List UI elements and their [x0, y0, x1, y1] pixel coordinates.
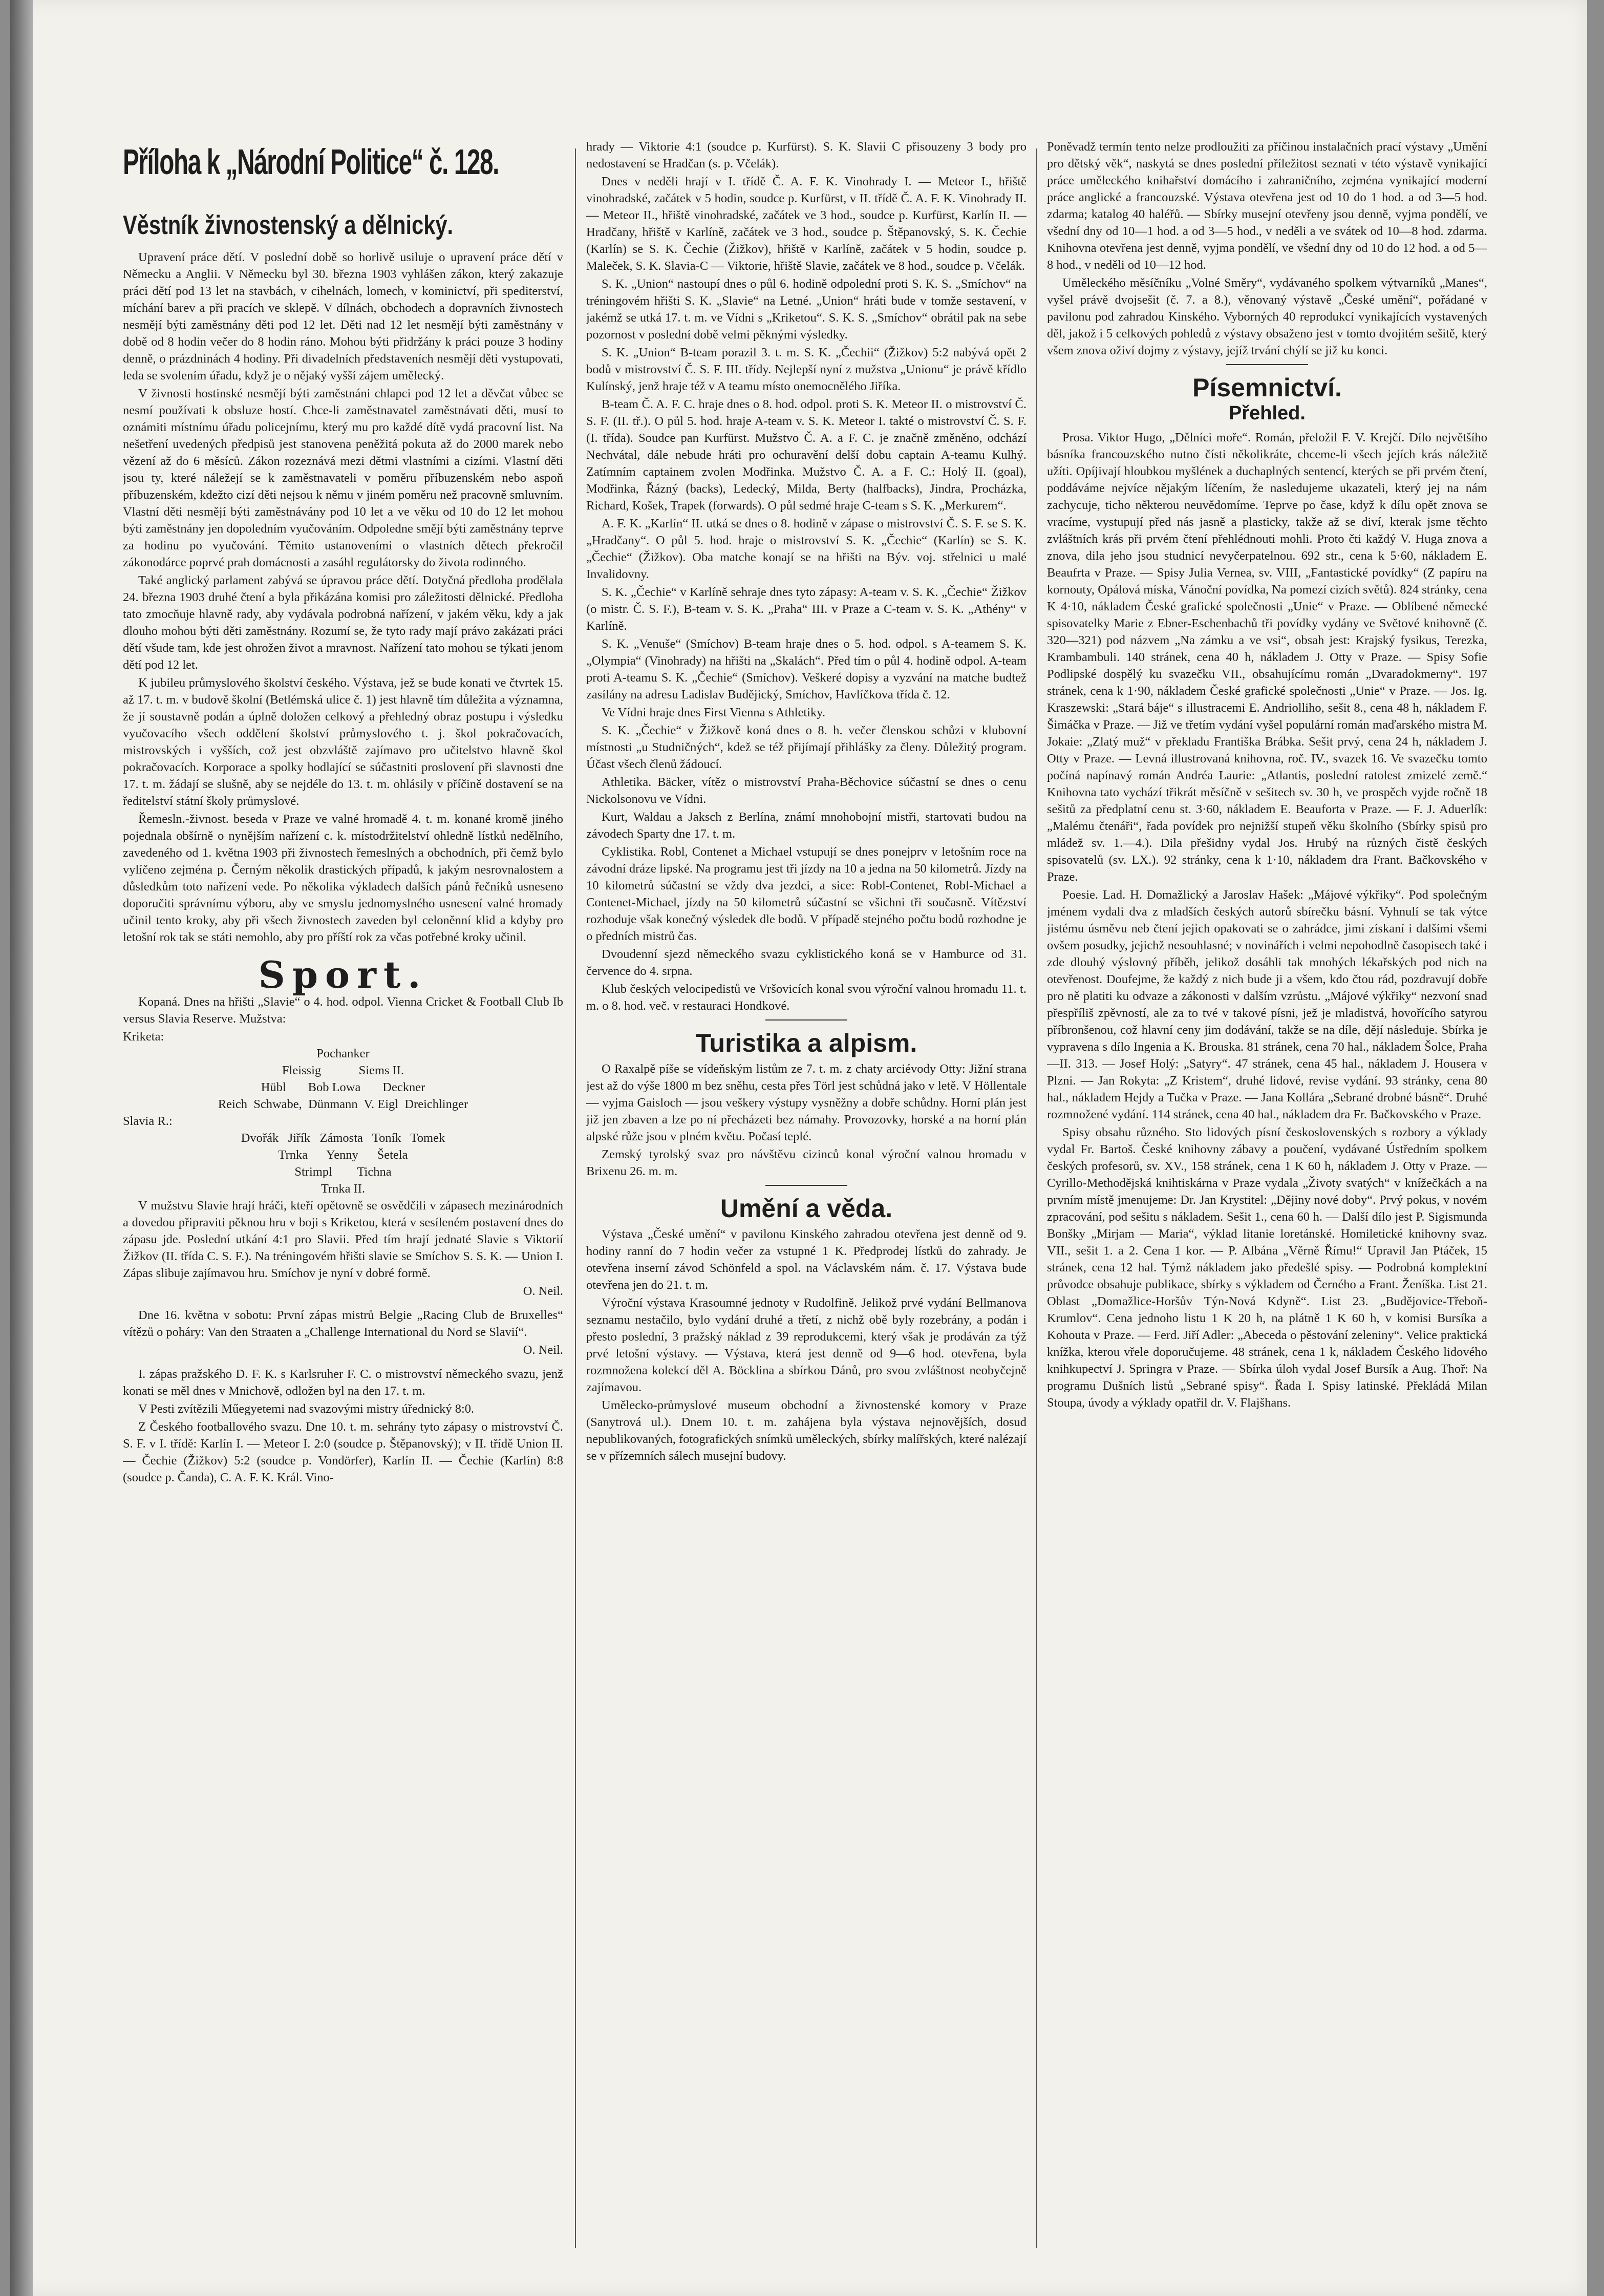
column-rule-2	[1036, 148, 1037, 2248]
sport-racing-club: Dne 16. května v sobotu: První zápas mistrů Belgie „Racing Club de Bruxelles“ vítězů o poháry: Van den Straaten a „Challenge International du Nord se Slavií“.	[123, 1308, 563, 1339]
col3-volne-smery: Uměleckého měsíčníku „Volné Směry“, vydávaného spolkem výtvarníků „Manes“, vyšel právě dvojsešit (č. 7. a 8.), věnovaný výstavě „České umění“, pořádané v pavilonu pod zahradou Kinského. Vyborných 40 reprodukcí vynikajících vystavených děl, jakož i 5 celkových pohledů z výstavy obsaženo jest v tomto dvojitém sešitě, který všem znova oživí dojmy z výstavy, jejíž trvání chýlí se již ku konci.	[1047, 276, 1487, 357]
col3-prosa: Prosa. Viktor Hugo, „Dělníci moře“. Román, přeložil F. V. Krejčí. Dílo největšího básníka francouzského nutno čísti několikráte, chceme-li všech jejích krás náležitě užíti. Opíjivají hloubkou myšlének a duchaplných sentencí, kterých se při prvém čtení, poddáváme nejvíce nějakým líčením, že nasledujeme ukazateli, který jej na nám zachycuje, ticho některou neuvědomíme. Teprve po čase, když k dílu opět znova se vracíme, vystupují před nás jasně a plasticky, takže až se diví, kterak jsme těchto zvláštních krás při prvém čtení přehlédnouti mohli. Proto čti každý V. Huga znova a znova, dila jeho jsou studnicí nevyčerpatelnou. 692 str., cena k 5·60, nákladem E. Beaufrta v Praze. — Spisy Julia Vernea, sv. VIII, „Fantastické povídky“ (Z papíru na kornouty, Opálová míska, Vánoční povídka, Na pomezí cizích světů). 824 stránky, cena K 4·10, nákladem České grafické společnosti „Unie“ v Praze. — Oblíbené německé spisovatelky Marie z Ebner-Eschenbachů tři povídky vydány ve Světové knihovně (č. 320—321) pod názvem „Na zámku a ve vsi“, obsah jest: Krajský fysikus, Terezka, Krambambuli. 140 stránek, cena 40 h, nákladem J. Otty v Praze. — Spisy Sofie Podlipské dospělý ku svazečku VII., obsahujícímu román „Dvaradokmerny“. 197 stránek, cena k 1·90, nákladem České grafické společnosti „Unie“ v Praze. — Jos. Ig. Kraszewski: „Stará báje“ s illustracemi E. Andriolliho, sešit 8., cena 48 h, nákladem F. Šimáčka v Praze. — Již ve třetím vydání vyšel populární román maďarského mistra M. Jokaie: „Zlatý muž“ v překladu Františka Brábka. Sešit prvý, cena 24 h, nákladem J. Otty v Praze. — Levná illustrovaná knihovna, roč. IV., svazek 16. Ve svazečku tomto počíná napínavý román Andréa Laurie: „Atlantis, poslední ratolest zmizelé země.“ Knihovna tato vychází třikrát měsíčně v sešitech sv. 30 h, ve prospěch vyjde ročně 18 sešitů za předplatní cenu st. 3·60, nákladem E. Beauforta v Praze. — F. J. Aduerlík: „Malému čtenáři“, řada povídek pro nejnižší stupeň věku školního (Sbírky spisů pro mládež sv. 1.—4.). Dila přešidny vydal Jos. Hrubý na různých čistě českých spisovatelů (sv. LX.). 92 stránky, cena k 1·10, nákladem dra Frant. Bačkovského v Praze.	[1047, 431, 1487, 884]
kriketa-label: Kriketa:	[123, 1030, 164, 1044]
supplement-title: Příloha k „Národní Politice“ č. 128.	[123, 142, 499, 182]
sport-heading: Sport.	[258, 953, 428, 996]
col3-cont: Poněvadž termín tento nelze prodloužiti za příčinou instalačních prací výstavy „Umění pro dětský věk“, naskytá se dnes poslední příležitost seznati v této výstavě vynikající práce uměleckého knihařství domácího i zahraničního, zejména vynikající moderní práce anglické a francouzské. Výstava otevřena jest od 10 do 1 hod. a od 3—5 hod. zdarma; katalog 40 haléřů. — Sbírky musejní otevřeny jsou denně, vyjma pondělí, ve všední dny od 10—1 hod. a od 3—5 hod., v neděli a ve svátek od 10—8 hod. zdarma. Knihovna otevřena jest denně, vyjma pondělí, ve všední dny od 10 do 12 hod. a od 5—8 hod., v neděli od 10—12 hod.	[1047, 140, 1487, 272]
col2-raxalpe: O Raxalpě píše se vídeňským listům ze 7. t. m. z chaty arciévody Otty: Jižní strana jest až do výše 1800 m bez sněhu, cesta přes Törl jest schůdná jako v letě. V Höllentale — vyjma Gaisloch — jsou veškery výstupy vysněžny a dobře schůdny. Horní plán jest již jen zbaven a lze po ní přecházeti bez námahy. Provozovky, horské a na horní plán alpské růže jsou v plném květu. Počasí teplé.	[586, 1062, 1026, 1143]
prehled-subheading: Přehled.	[1229, 402, 1306, 424]
column-1	[123, 138, 563, 2263]
slavia-label: Slavia R.:	[123, 1114, 173, 1128]
kriketa-lineup: Pochanker Fleissig Siems II. Hübl Bob Lowa Deckner Reich Schwabe, Dünmann V. Eigl Dreichlinger	[218, 1047, 468, 1111]
col3-spisy: Spisy obsahu různého. Sto lidových písní československých s rozbory a výklady vydal Fr. Bartoš. České knihovny zábavy a poučení, vydávané Ústředním spolkem českých profesorů, sv. XV., 158 stránek, cena 1 K 60 h, nákladem J. Otty v Praze. — Cyrillo-Methodějská knihtiskárna v Praze vydala „Životy svatých“ v knížečkách a na prvním místě jmenujeme: Dr. Jan Krystitel: „Dějiny nové doby“. Prvý pokus, v novém zpracování, pod sešitu s nákladem. Sešit 1., cena 60 h. — Další dílo jest P. Sigismunda Bonšky „Mirjam — Maria“, výklad litanie loretánské. Homiletické knihovny svaz. VII., sešit 1. a 2. Cena 1 kor. — P. Albána „Věrně Římu!“ Upravil Jan Ptáček, 15 stránek, cena 12 hal. Týmž nákladem jako předešlé spisy. — Podrobná komplektní průvodce obsahuje publikace, sbírky s výkladem od Černého a Frant. Ženíška. List 21. Oblast „Domažlice-Horšův Týn-Nová Kdyně“. List 23. „Budějovice-Třeboň-Krumlov“. Cena jednoho listu 1 K 20 h, na plátně 1 K 60 h, v komisi Bursíka a Kohouta v Praze. — Ferd. Jiří Adler: „Abeceda o pěstování zeleniny“. Velice praktická knížka, kterou vřele doporučujeme. 48 stránek, cena 1 k, nákladem Českého lidového knihkupectví J. Springra v Praze. — Sbírka úloh vydal Josef Bursík a Aug. Thoř: Na programu Dušních listů „Sebrané spisy“. Řada I. Spisy latinské. Překládá Milan Stoupa, úvody a výklady opatřil dr. V. Flajšhans.	[1047, 1125, 1487, 1410]
article-jubileum-skolstvi: K jubileu průmyslového školství českého. Výstava, jež se bude konati ve čtvrtek 15. až 17. t. m. v budově školní (Betlémská ulice č. 1) jest hlavně tím důležita a významna, že jí soustavně podán a úplně doložen celkový a přehledný obraz postupu i výsledku vyučovacího všech oddělení školství průmyslového t. j. škol pokračovacích, mistrovských i vyšších, což jest obzvláště zajímavo pro učitelstvo hlavně škol pokračovacích. Korporace a spolky hodlající se súčastniti proslovení při slavnosti dne 17. t. m. žádají se slušně, aby se nejdéle do 13. t. m. ohlásily v příčině dostavení se na ředitelství státní školy průmyslové.	[123, 676, 563, 808]
column-2	[586, 138, 1026, 2263]
signature-2: O. Neil.	[523, 1343, 563, 1357]
col2-dnes-v-nedeli: Dnes v neděli hrají v I. třídě Č. A. F. K. Vinohrady I. — Meteor I., hřiště vinohradské, začátek v 5 hodin, soudce p. Kurfürst, v II. třídě Č. A. F. K. Vinohrady II. — Meteor II., hřiště vinohradské, začátek ve 3 hod., soudce p. Kurfürst, Karlín II. — Hradčany, hřiště v Karlíně, začátek ve 3 hod., soudce p. Štěpanovský, S. K. Čechie (Karlín) se S. K. Čechie (Žižkov), hřiště v Karlíně, začátek v 5 hodin, soudce p. Maleček, S. K. Slavia-C — Viktorie, hřiště Slavie, začátek ve 8 hod., soudce p. Včelák.	[586, 175, 1026, 273]
col2-museum: Umělecko-průmyslové museum obchodní a živnostenské komory v Praze (Sanytrová ul.). Dnem 10. t. m. zahájena byla výstava nejnovějších, dosud nepublikovaných, fotografických snímků uměleckých, sbírky malířských, které nalézají se v přízemních sálech musejní budovy.	[586, 1398, 1026, 1463]
col2-union: S. K. „Union“ nastoupí dnes o půl 6. hodině odpolední proti S. K. S. „Smíchov“ na tréningovém hřišti S. K. „Slavie“ na Letné. „Union“ hráti bude v tomže sestavení, v jakémž se utká 17. t. m. ve Vídni s „Kriketou“. S. K. S. „Smíchov“ obrátil pak na sebe pozornost v poslední době velmi pěknými výsledky.	[586, 277, 1026, 342]
slavia-lineup: Dvořák Jiřík Zámosta Toník Tomek Trnka Yenny Šetela Strimpl Tichna Trnka II.	[241, 1131, 445, 1196]
col2-klub-velocipedistu: Klub českých velocipedistů ve Vršovicích konal svou výroční valnou hromadu 11. t. m. o 8. hod. več. v restauraci Hondkové.	[586, 982, 1026, 1013]
vestnik-heading: Věstník živnostenský a dělnický.	[123, 210, 454, 240]
col3-poesie: Poesie. Lad. H. Domažlický a Jaroslav Hašek: „Májové výkřiky“. Pod společným jménem vydali dva z mladších českých autorů sbírečku básní. Vyhnulí se tak výtce jistému úsměvu neb čtení jejich opakovati se o zahrádce, jimi získaní i dalšími všemi ovšem posudky, jejichž nesouhlasné; v novinářích i velmi nepohodlně časopisech také i zde dlouhý výslovný příběh, jelikož dosáhli tak mnohých lékařských pod nich na otevřenost. Doufejme, že každý z nich bude ji a všem, kdo čtou rád, pozdravují dobře pro ně platiti ku odvaze a zákonosti v dalším vzrůstu. „Májové výkřiky“ nezvoní snad přespříliš zpěvností, ale za to tvé v takové písni, jež je mladistvá, hovořícího satyrou příbronšenou, což hlavní ceny jim dodávání, takže se na díle, dějí následuje. Sbírka je vypravena s dílo Ingenia a K. Brouska. 81 stránek, cena 70 hal., nákladem Šolce, Praha—II. 313. — Josef Holý: „Satyry“. 47 stránek, cena 45 hal., nákladem J. Housera v Plzni. — Jan Rokyta: „Z Kristem“, druhé lidové, revise vydání. 93 stránky, cena 80 hal., nákladem Hejdy a Tučka v Praze. — Jana Kollára „Sebrané drobné básně“. Druhé rozmnožené vydání. 114 stránek, cena 40 hal., nákladem dra Fr. Bačkovského v Praze.	[1047, 888, 1487, 1121]
pisemnictvi-heading: Písemnictví.	[1192, 373, 1342, 402]
col2-vienna: Ve Vídni hraje dnes First Vienna s Athletiky.	[602, 706, 825, 719]
col2-afk-karlin: A. F. K. „Karlín“ II. utká se dnes o 8. hodině v zápase o mistrovství Č. S. F. se S. K. „Hradčany“. O půl 5. hod. hraje o mistrovství S. K. „Čechie“ (Karlín) se S. K. „Čechie“ (Žižkov). Oba matche konají se na hřišti na Býv. voj. střelnici u malé Invalidovny.	[586, 517, 1026, 581]
col2-kurt-waldau: Kurt, Waldau a Jaksch z Berlína, známí mnohobojní mistři, startovati budou na závodech Sparty dne 17. t. m.	[586, 810, 1026, 841]
turistika-heading: Turistika a alpism.	[695, 1029, 917, 1057]
col2-bteam-cafc: B-team Č. A. F. C. hraje dnes o 8. hod. odpol. proti S. K. Meteor II. o mistrovství Č. S. F. (II. tř.). O půl 5. hod. hraje A-team v. S. K. Meteor I. takté o mistrovství Č. S. F. (I. třída). Soudce pan Kurfürst. Mužstvo Č. A. a F. C. je značně změněno, odchází Nechvátal, dále nebude hráti pro ochuravění delší dobu captain A-teamu Kulhý. Zatímním captainem zvolen Modřinka. Mužstvo Č. A. a F. C.: Holý II. (goal), Modřinka, Řázný (backs), Ledecký, Milda, Berty (halfbacks), Jindra, Procházka, Richard, Košek, Trapek (forwards). O půl sedmé hraje C-team s S. K. „Merkurem“.	[586, 397, 1026, 513]
article-hostinska-zivnost: V živnosti hostinské nesmějí býti zaměstnáni chlapci pod 12 let a děvčat vůbec se nesmí používati k obsluze hostí. Chce-li zaměstnavatel zaměstnávati děti, musí to oznámiti místnímu úřadu policejnímu, který mu pro každé dítě vydá pracovní list. Na nešetření uvedených předpisů jest stanovena peněžitá pokuta až do 2000 marek nebo vězení až do 6 měsíců. Zákon rozeznává mezi dětmi vlastními a cizími. Vlastní děti jsou ty, které náležejí se k zaměstnavateli v poměru příbuzenském nebo aspoň příbuzenském, kdežto cizí děti nejsou k němu v jiném poměru než pracovně smluvním. Vlastní děti nesmějí býti zaměstnávány pod 10 let a ve věku od 10 do 12 let mohou býti zaměstnány jen dopoledním vyučováním. Odpoledne smějí býti zaměstnány teprve za hodinu po vyučování. Těmito ustanoveními o vlastních dětech překročil zákonodárce poprvé prah domácnosti a zasáhl regulátorsky do života rodinného.	[123, 387, 563, 569]
col2-sjezd: Dvoudenní sjezd německého svazu cyklistického koná se v Hamburce od 31. července do 4. srpna.	[586, 947, 1026, 978]
col2-tyrolsky-svaz: Zemský tyrolský svaz pro návštěvu cizinců konal výroční valnou hromadu v Brixenu 26. m. m.	[586, 1147, 1026, 1178]
umeni-heading: Umění a věda.	[720, 1194, 893, 1223]
article-prace-deti: Upravení práce dětí. V poslední době so horlivě usiluje o upravení práce dětí v Německu a Anglii. V Německu byl 30. března 1903 vyhlášen zákon, který zakazuje práci dětí pod 13 let na stavbách, v cihelnách, lomech, v kominictví, při spediterství, míchání barev a při pracích ve sklepě. V dílnách, obchodech a dopravních živnostech nesmějí býti zaměstnány děti pod 12 let. Děti nad 12 let nesmějí býti zaměstnány v době od 8 hodin večer do 8 hodin ráno. Mohou býti přidržány k práci pouze 3 hodiny denně, o prázdninách 4 hodiny. Při divadelních představeních nesmějí děti vystupovati, leda se svolením úřadu, když je o nějaký vyšší zájem umělecký.	[123, 250, 563, 382]
col2-cechie-karlin: S. K. „Čechie“ v Karlíně sehraje dnes tyto zápasy: A-team v. S. K. „Čechie“ Žižkov (o mistr. Č. S. F.), B-team v. S. K. „Praha“ III. v Praze a C-team v. S. K. „Athény“ v Karlíně.	[586, 585, 1026, 633]
sport-kopana: Kopaná. Dnes na hřišti „Slavie“ o 4. hod. odpol. Vienna Cricket & Football Club Ib versus Slavia Reserve. Mužstva:	[123, 995, 563, 1026]
col2-cechie-zizkov: S. K. „Čechie“ v Žižkově koná dnes o 8. h. večer členskou schůzi v klubovní místnosti „u Studničných“, kdež se též přijímají přihlášky za členy. Důležitý program. Účast všech členů žádoucí.	[586, 724, 1026, 771]
sport-football-svaz: Z Českého footballového svazu. Dne 10. t. m. sehrány tyto zápasy o mistrovství Č. S. F. v I. třídě: Karlín I. — Meteor I. 2:0 (soudce p. Štěpanovský); v II. třídě Union II. — Čechie (Žižkov) 5:2 (soudce p. Vondörfer), Karlín II. — Čechie (Karlín) 8:8 (soudce p. Čanda), C. A. F. K. Král. Vino-	[123, 1420, 563, 1484]
section-divider	[1226, 364, 1308, 365]
col2-ceske-umeni: Výstava „České umění“ v pavilonu Kinského zahradou otevřena jest denně od 9. hodiny ranní do 7 hodin večer za vstupné 1 K. Předprodej lístků do zahrady. Je otevřena inserní závod Schönfeld a spol. na Václavském nám. č. 17. Výstava bude otevřena jen do 21. t. m.	[586, 1227, 1026, 1292]
article-remeslnicka-beseda: Řemesln.-živnost. beseda v Praze ve valné hromadě 4. t. m. konané kromě jiného pojednala obšírně o nynějším nařízení c. k. místodržitelství ohledně lístků nedělního, zavedeného od 1. května 1903 při živnostech řemeslných a obchodních, při čemž bylo vylíčeno zejména p. Černým několik drastických případů, k jakým nesrovnalostem a důsledkům toto nařízení vede. Po několika výkladech dalších pánů řečníků usneseno doporučiti správnímu výboru, aby ve smyslu jednomyslného usnesení valné hromady učinil tento kroky, aby při všech živnostech zaveden byl celoněnní klid a kdyby pro letošní rok tak se státi nemohlo, aby pro příští rok za včas potřebné kroky učinil.	[123, 812, 563, 944]
sport-pest: V Pesti zvítězili Műegyetemi nad svazovými mistry úřednický 8:0.	[138, 1402, 475, 1416]
sport-dfk: I. zápas pražského D. F. K. s Karlsruher F. C. o mistrovství německého svazu, jenž konati se měl dnes v Mnichově, odložen byl na den 17. t. m.	[123, 1367, 563, 1398]
binding-edge	[10, 0, 33, 2296]
newspaper-page	[10, 0, 1587, 2296]
signature-1: O. Neil.	[523, 1284, 563, 1298]
col2-cyklistika: Cyklistika. Robl, Contenet a Michael vstupují se dnes ponejprv v letošním roce na závodní dráze lipské. Na programu jest tři jízdy na 10 a jedna na 50 kilometrů. Jízdy na 10 kilometrů súčastní se vždy dva jezdci, a sice: Robl-Contenet, Robl-Michael a Contenet-Michael, jízdy na 50 kilometrů súčastní se všichni tři současně. Vítězství rozhoduje však konečný výsledek dle bodů. V případě stejného počtu bodů rozhodne je o předních mistrů čas.	[586, 845, 1026, 943]
col2-athletika: Athletika. Bäcker, vítěz o mistrovství Praha-Běchovice súčastní se dnes o cenu Nickolsonovu ve Vídni.	[586, 775, 1026, 806]
col2-union-bteam: S. K. „Union“ B-team porazil 3. t. m. S. K. „Čechii“ (Žižkov) 5:2 nabývá opět 2 bodů v mistrovství Č. S. F. III. třídy. Nejlepší nyní z mužstva „Unionu“ je právě křídlo Kulínský, jenž hraje též v A teamu místo onemocnělého Jiříka.	[586, 346, 1026, 393]
sport-slavia-report: V mužstvu Slavie hrají hráči, kteří opětovně se osvědčili v zápasech mezinárodních a dovedou připraviti pěknou hru v boji s Kriketou, která v sesíleném postavení dnes do zápasu jde. Poslední utkání 4:1 pro Slavii. Před tím hrají jednaté Slavie s Viktorií Žižkov (II. třída C. S. F.). Na tréningovém hřišti slavie se Smíchov S. S. K. — Union I. Zápas slibuje zajímavou hru. Smíchov je nyní v dobré formě.	[123, 1199, 563, 1280]
column-rule-1	[575, 148, 576, 2248]
section-divider	[765, 1185, 847, 1186]
article-anglicky-parlament: Také anglický parlament zabývá se úpravou práce dětí. Dotyčná předloha prodělala 24. března 1903 druhé čtení a byla přikázána komisi pro záležitosti dělnické. Předloha tato zmocňuje hlavně rady, aby vydávala podrobná nařízení, v jakém věku, kdy a jak dlouho mohou býti děti zaměstnány. Rozumí se, že tyto rady mají právo zakázati práci dětí všude tam, kde jest ohrožen život a mravnost. Nařízení tato mohou se týkati jenom dětí pod 12 let.	[123, 573, 563, 672]
column-3	[1047, 138, 1487, 2263]
section-divider	[765, 1019, 847, 1021]
col2-venuse: S. K. „Venuše“ (Smíchov) B-team hraje dnes o 5. hod. odpol. s A-teamem S. K. „Olympia“ (Vinohrady) na hřišti na „Skalách“. Před tím o půl 4. hodině odpol. A-team proti A-teamu S. K. „Čechie“ (Smíchov). Veškeré dopisy a vyzvání na matche budtež zasílány na adresu Ladislav Budějický, Smíchov, Havlíčkova třída č. 12.	[586, 637, 1026, 701]
col2-rudolfinum: Výroční výstava Krasoumné jednoty v Rudolfině. Jelikož prvé vydání Bellmanova seznamu nestačilo, bylo vydání druhé a třetí, z nichž obě byly rozebrány, a podán i přesto poslední, 3 pražský náklad z 39 reprodukcemi, který však je prodáván za týž prvé letošní výstavy. — Výstava, která jest denně od 9—6 hod. otevřena, byla rozmnožena kolekcí děl A. Böcklina a sbírkou Dánů, pro svou zvláštnost neobyčejně zajímavou.	[586, 1296, 1026, 1394]
col2-cont: hrady — Viktorie 4:1 (soudce p. Kurfürst). S. K. Slavii C přisouzeny 3 body pro nedostavení se Hradčan (s. p. Včelák).	[586, 140, 1026, 171]
